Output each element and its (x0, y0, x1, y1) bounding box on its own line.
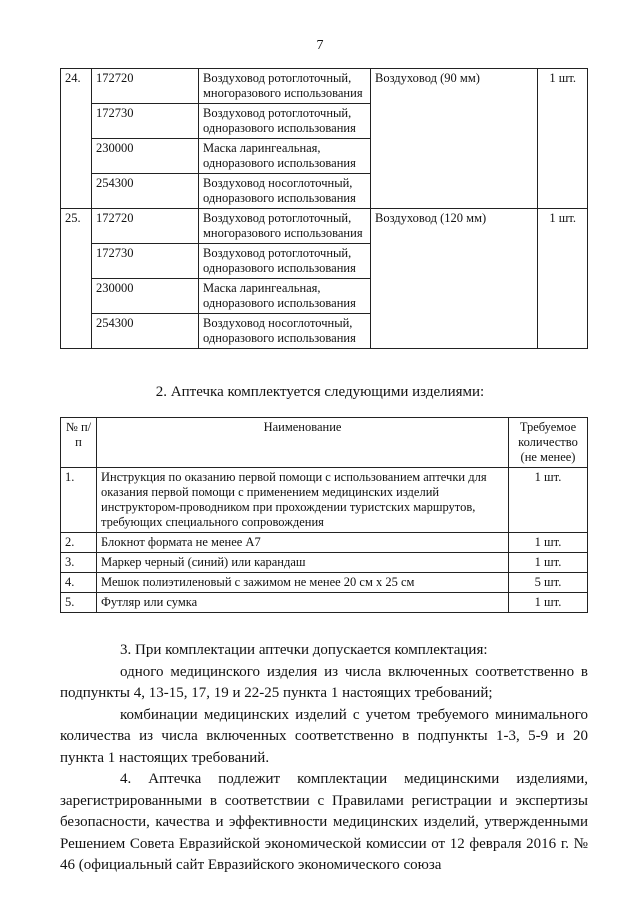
row-number: 4. (61, 573, 97, 593)
paragraph-4: 4. Аптечка подлежит комплектации медицинскими изделиями, зарегистрированными в соответствии с Правилами регистрации и экспертизы безопасности, качества и эффективности медицинских изделий, утвержденными Решением Совета Евразийской экономической комиссии от 12 февраля 2016 г. № 46 (официальный сайт Евразийского экономического союза (60, 771, 588, 873)
table-row (61, 174, 588, 209)
table-row (61, 209, 588, 244)
header-qty: Требуемое количество (не менее) (509, 418, 588, 468)
item-name: Маркер черный (синий) или карандаш (97, 553, 509, 573)
row-number: 24. (61, 69, 92, 104)
row-number: 3. (61, 553, 97, 573)
item-quantity (538, 174, 588, 209)
item-code: 254300 (92, 314, 199, 349)
table-row (61, 593, 588, 613)
item-quantity (538, 139, 588, 174)
table-row (61, 553, 588, 573)
table-row (61, 139, 588, 174)
row-number (61, 174, 92, 209)
item-code: 172720 (92, 69, 199, 104)
section-2-heading: 2. Аптечка комплектуется следующими изделиями: (155, 384, 485, 400)
device-name (371, 314, 538, 349)
paragraph-3: 3. При комплектации аптечки допускается комплектация: (120, 642, 488, 658)
item-code: 172720 (92, 209, 199, 244)
table-row (61, 468, 588, 533)
device-name (371, 244, 538, 279)
item-name: Маска ларингеальная, одноразового использования (199, 139, 371, 174)
row-number: 1. (61, 468, 97, 533)
paragraph-3b: комбинации медицинских изделий с учетом требуемого минимального количества из числа включенных соответственно в подпункты 1-3, 5-9 и 20 пункта 1 настоящих требований. (60, 706, 588, 766)
row-number: 5. (61, 593, 97, 613)
item-code: 254300 (92, 174, 199, 209)
row-number: 25. (61, 209, 92, 244)
device-name (371, 104, 538, 139)
devices-table (60, 68, 588, 349)
kit-items-table (60, 417, 588, 613)
table-header-row (61, 418, 588, 468)
table-row (61, 104, 588, 139)
paragraph-3a: одного медицинского изделия из числа включенных соответственно в подпункты 4, 13-15, 17, 19 и 22-25 пункта 1 настоящих требований; (60, 663, 588, 701)
row-number (61, 104, 92, 139)
item-name: Воздуховод ротоглоточный, одноразового использования (199, 244, 371, 279)
item-quantity (538, 279, 588, 314)
item-name: Блокнот формата не менее А7 (97, 533, 509, 553)
item-quantity: 1 шт. (509, 553, 588, 573)
row-number (61, 279, 92, 314)
header-name: Наименование (97, 418, 509, 468)
item-code: 172730 (92, 104, 199, 139)
device-name (371, 139, 538, 174)
item-quantity: 1 шт. (509, 593, 588, 613)
device-name (371, 279, 538, 314)
item-name: Воздуховод ротоглоточный, многоразового использования (199, 69, 371, 104)
item-code: 172730 (92, 244, 199, 279)
item-quantity: 5 шт. (509, 573, 588, 593)
item-quantity: 1 шт. (509, 468, 588, 533)
item-quantity: 1 шт. (538, 69, 588, 104)
table-row (61, 573, 588, 593)
item-name: Воздуховод носоглоточный, одноразового использования (199, 174, 371, 209)
item-quantity (538, 244, 588, 279)
item-name: Воздуховод ротоглоточный, одноразового использования (199, 104, 371, 139)
row-number (61, 314, 92, 349)
item-name: Маска ларингеальная, одноразового использования (199, 279, 371, 314)
device-name: Воздуховод (90 мм) (371, 69, 538, 104)
item-quantity (538, 314, 588, 349)
table-row (61, 533, 588, 553)
table-row (61, 314, 588, 349)
device-name: Воздуховод (120 мм) (371, 209, 538, 244)
item-quantity (538, 104, 588, 139)
item-code: 230000 (92, 279, 199, 314)
item-quantity: 1 шт. (538, 209, 588, 244)
item-code: 230000 (92, 139, 199, 174)
item-name: Воздуховод ротоглоточный, многоразового использования (199, 209, 371, 244)
device-name (371, 174, 538, 209)
item-name: Инструкция по оказанию первой помощи с использованием аптечки для оказания первой помощи с применением медицинских изделий инструктором-проводником при прохождении туристских маршрутов, требующих специального сопровождения (97, 468, 509, 533)
header-num: № п/п (61, 418, 97, 468)
page-number: 7 (316, 38, 324, 53)
body-text (60, 640, 588, 877)
item-name: Мешок полиэтиленовый с зажимом не менее 20 см х 25 см (97, 573, 509, 593)
item-quantity: 1 шт. (509, 533, 588, 553)
table-row (61, 69, 588, 104)
table-row (61, 244, 588, 279)
row-number (61, 244, 92, 279)
item-name: Футляр или сумка (97, 593, 509, 613)
row-number (61, 139, 92, 174)
table-row (61, 279, 588, 314)
item-name: Воздуховод носоглоточный, одноразового использования (199, 314, 371, 349)
row-number: 2. (61, 533, 97, 553)
